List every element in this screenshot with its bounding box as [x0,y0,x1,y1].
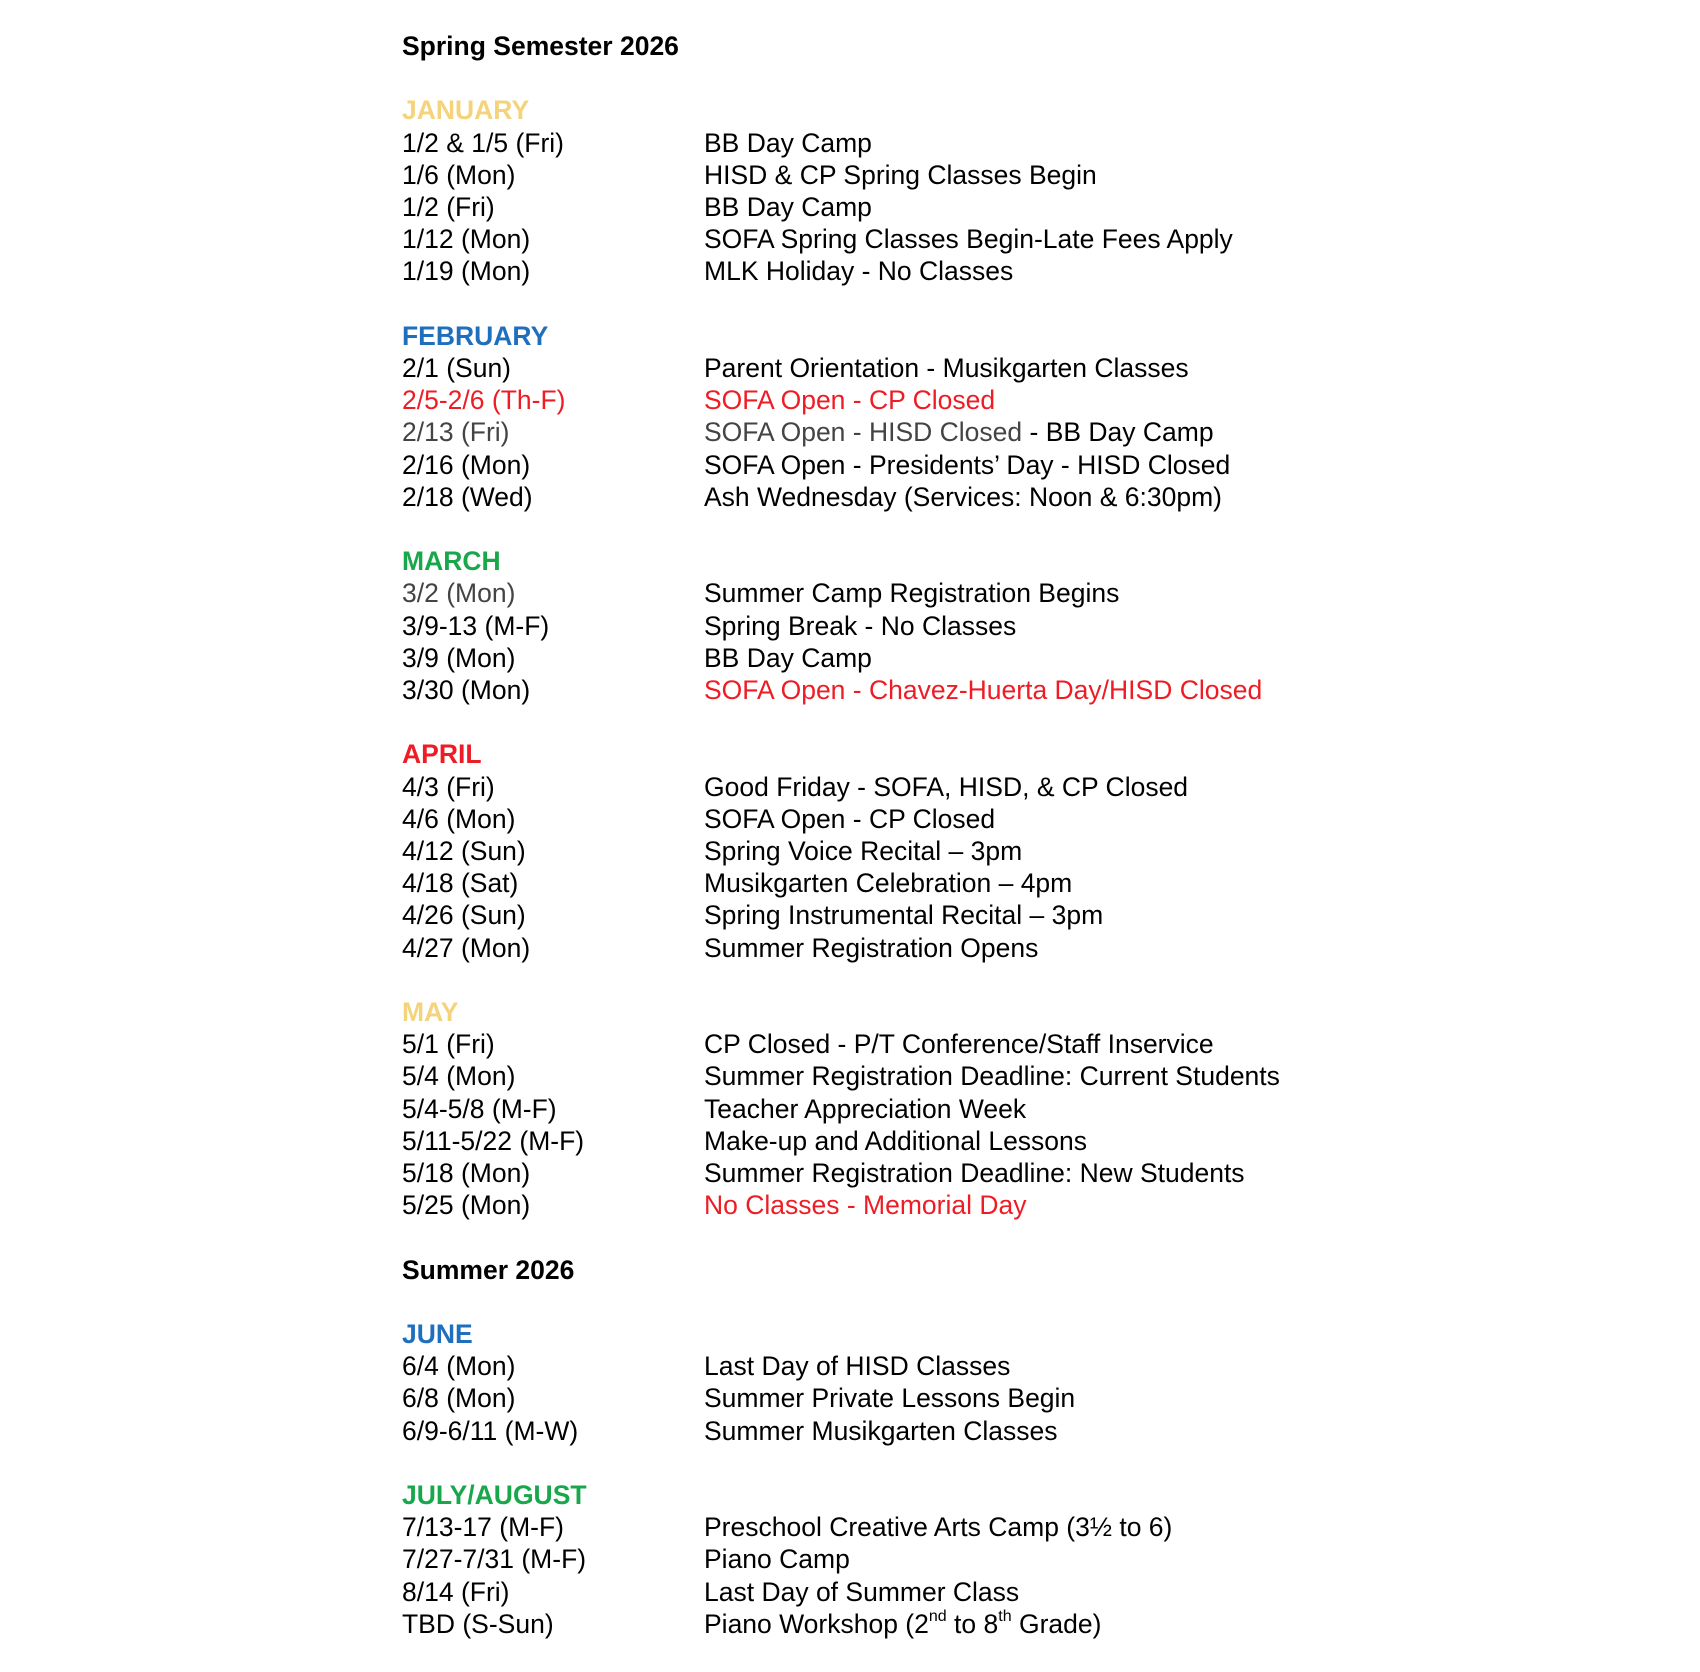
event-description [704,255,1402,287]
event-date: 6/9-6/11 (M-W) [402,1415,579,1446]
event-date: TBD (S-Sun) [402,1608,554,1639]
event-text: Summer Registration Deadline: Current Students [704,1061,1280,1092]
event-date: 2/5-2/6 (Th-F) [402,385,566,416]
event-description [704,1093,1402,1125]
event-description [704,1511,1402,1543]
calendar-row [402,1415,1402,1447]
calendar-row [402,223,1402,255]
event-description [704,159,1402,191]
calendar-row [402,577,1402,609]
spacer [402,1221,1402,1253]
event-description [704,803,1402,835]
event-text: Spring Instrumental Recital – 3pm [704,900,1104,931]
calendar-row [402,1125,1402,1157]
month-heading-march: MARCH [402,546,501,577]
spacer [402,62,1402,94]
spacer [402,964,1402,996]
event-description [704,1189,1402,1221]
event-date: 8/14 (Fri) [402,1576,510,1607]
event-date: 7/27-7/31 (M-F) [402,1544,587,1575]
event-description [704,352,1402,384]
spring-months [402,94,1402,1253]
event-date: 1/2 (Fri) [402,192,495,222]
event-text: Summer Camp Registration Begins [704,578,1120,609]
event-date: 3/30 (Mon) [402,675,531,706]
month-heading-may: MAY [402,997,459,1028]
calendar-row [402,1093,1402,1125]
spacer [402,288,1402,320]
event-date: 5/4-5/8 (M-F) [402,1093,557,1124]
calendar-row [402,1511,1402,1543]
event-date: 5/11-5/22 (M-F) [402,1125,585,1156]
calendar-row [402,1189,1402,1221]
event-text: SOFA Open - Chavez-Huerta Day/HISD Closed [704,675,1263,706]
spacer [402,1447,1402,1479]
calendar-row [402,1576,1402,1608]
event-date: 4/3 (Fri) [402,771,495,802]
spacer [402,706,1402,738]
event-date: 3/9 (Mon) [402,642,516,673]
calendar-row [402,1543,1402,1575]
event-date: 6/4 (Mon) [402,1351,516,1382]
event-date: 3/9-13 (M-F) [402,610,550,641]
ordinal-suffix: nd [928,1608,947,1625]
event-date: 2/1 (Sun) [402,353,512,383]
event-text: BB Day Camp [704,642,872,673]
calendar-document [402,30,1402,1672]
calendar-row [402,771,1402,803]
event-text-extra: - BB Day Camp [1022,417,1214,448]
event-text: Ash Wednesday (Services: Noon & 6:30pm) [704,481,1222,512]
summer-months [402,1318,1402,1672]
event-text: MLK Holiday - No Classes [704,256,1014,287]
event-text: SOFA Open - CP Closed [704,803,996,834]
event-text: SOFA Open - HISD Closed [704,417,1023,448]
event-text: CP Closed - P/T Conference/Staff Inservice [704,1029,1214,1060]
event-description [704,899,1402,931]
calendar-row [402,674,1402,706]
event-text: Last Day of Summer Class [704,1576,1020,1607]
event-description [704,1350,1402,1382]
event-date: 1/6 (Mon) [402,159,516,190]
event-text: BB Day Camp [704,127,872,158]
calendar-row [402,932,1402,964]
calendar-row [402,159,1402,191]
calendar-row [402,1350,1402,1382]
event-text: Spring Break - No Classes [704,610,1017,641]
event-date: 4/26 (Sun) [402,900,526,931]
calendar-row [402,610,1402,642]
event-date: 5/18 (Mon) [402,1158,531,1189]
event-description [704,1576,1402,1608]
event-text: Musikgarten Celebration – 4pm [704,868,1073,899]
event-text: Teacher Appreciation Week [704,1093,1027,1124]
event-description [704,416,1402,448]
event-text: Preschool Creative Arts Camp (3½ to 6) [704,1512,1173,1543]
event-date: 1/19 (Mon) [402,256,531,287]
calendar-row [402,352,1402,384]
event-description [704,1157,1402,1189]
event-date: 3/2 (Mon) [402,578,516,609]
event-date: 4/27 (Mon) [402,932,531,963]
event-text: Parent Orientation - Musikgarten Classes [704,353,1189,383]
event-description [704,932,1402,964]
event-date: 4/12 (Sun) [402,836,526,867]
event-text: Summer Registration Deadline: New Students [704,1158,1245,1189]
calendar-row [402,1608,1402,1640]
event-date: 4/6 (Mon) [402,803,516,834]
calendar-row [402,191,1402,223]
event-date: 1/2 & 1/5 (Fri) [402,127,564,158]
event-text: SOFA Open - CP Closed [704,385,996,416]
ordinal-suffix: th [998,1608,1012,1625]
calendar-row [402,835,1402,867]
event-description [704,1125,1402,1157]
event-date: 7/13-17 (M-F) [402,1512,564,1543]
calendar-row [402,803,1402,835]
calendar-row [402,416,1402,448]
event-text: Last Day of HISD Classes [704,1351,1011,1382]
event-date: 5/1 (Fri) [402,1029,495,1060]
calendar-row [402,255,1402,287]
spacer [402,1286,1402,1318]
event-description [704,642,1402,674]
month-heading-january: JANUARY [402,95,530,126]
event-text: Make-up and Additional Lessons [704,1125,1088,1156]
event-description [704,771,1402,803]
month-heading-july-august: JULY/AUGUST [402,1480,587,1511]
event-description [704,674,1402,706]
calendar-row [402,642,1402,674]
calendar-row [402,1382,1402,1414]
month-heading-april: APRIL [402,739,482,770]
event-text: Good Friday - SOFA, HISD, & CP Closed [704,771,1189,802]
event-description [704,127,1402,159]
event-text: Summer Registration Opens [704,932,1039,963]
event-date: 2/13 (Fri) [402,417,510,448]
event-description [704,1028,1402,1060]
event-description [704,577,1402,609]
event-description [704,1382,1402,1414]
calendar-row [402,481,1402,513]
event-description [704,1543,1402,1575]
event-text: BB Day Camp [704,192,872,222]
event-description [704,449,1402,481]
event-text: SOFA Open - Presidents’ Day - HISD Closed [704,449,1231,480]
summer-heading: Summer 2026 [402,1254,575,1285]
event-date: 1/12 (Mon) [402,224,531,255]
month-heading-february: FEBRUARY [402,320,549,351]
event-date: 2/16 (Mon) [402,449,531,480]
calendar-row [402,127,1402,159]
event-description [704,610,1402,642]
calendar-row [402,1028,1402,1060]
event-text: SOFA Spring Classes Begin-Late Fees Apply [704,224,1233,255]
event-date: 4/18 (Sat) [402,868,519,899]
calendar-row [402,449,1402,481]
spring-semester-heading: Spring Semester 2026 [402,31,679,61]
event-description [704,481,1402,513]
event-text: HISD & CP Spring Classes Begin [704,159,1097,190]
event-description [704,867,1402,899]
spacer [402,513,1402,545]
event-date: 2/18 (Wed) [402,481,533,512]
event-description [704,223,1402,255]
event-date: 5/25 (Mon) [402,1190,531,1221]
event-description [704,191,1402,223]
event-description [704,384,1402,416]
event-text: Summer Private Lessons Begin [704,1383,1076,1414]
event-date: 6/8 (Mon) [402,1383,516,1414]
calendar-row [402,1157,1402,1189]
calendar-row [402,384,1402,416]
event-description: Piano Workshop (2nd to 8th Grade) [704,1608,1102,1639]
event-text: Piano Camp [704,1544,850,1575]
event-description [704,1415,1402,1447]
month-heading-june: JUNE [402,1319,473,1350]
calendar-row [402,899,1402,931]
event-text: Summer Musikgarten Classes [704,1415,1058,1446]
event-date: 5/4 (Mon) [402,1061,516,1092]
spacer [402,1640,1402,1672]
event-description [704,835,1402,867]
event-description [704,1060,1402,1092]
calendar-row [402,1060,1402,1092]
calendar-row [402,867,1402,899]
event-text: Spring Voice Recital – 3pm [704,836,1023,867]
event-text: No Classes - Memorial Day [704,1190,1027,1221]
